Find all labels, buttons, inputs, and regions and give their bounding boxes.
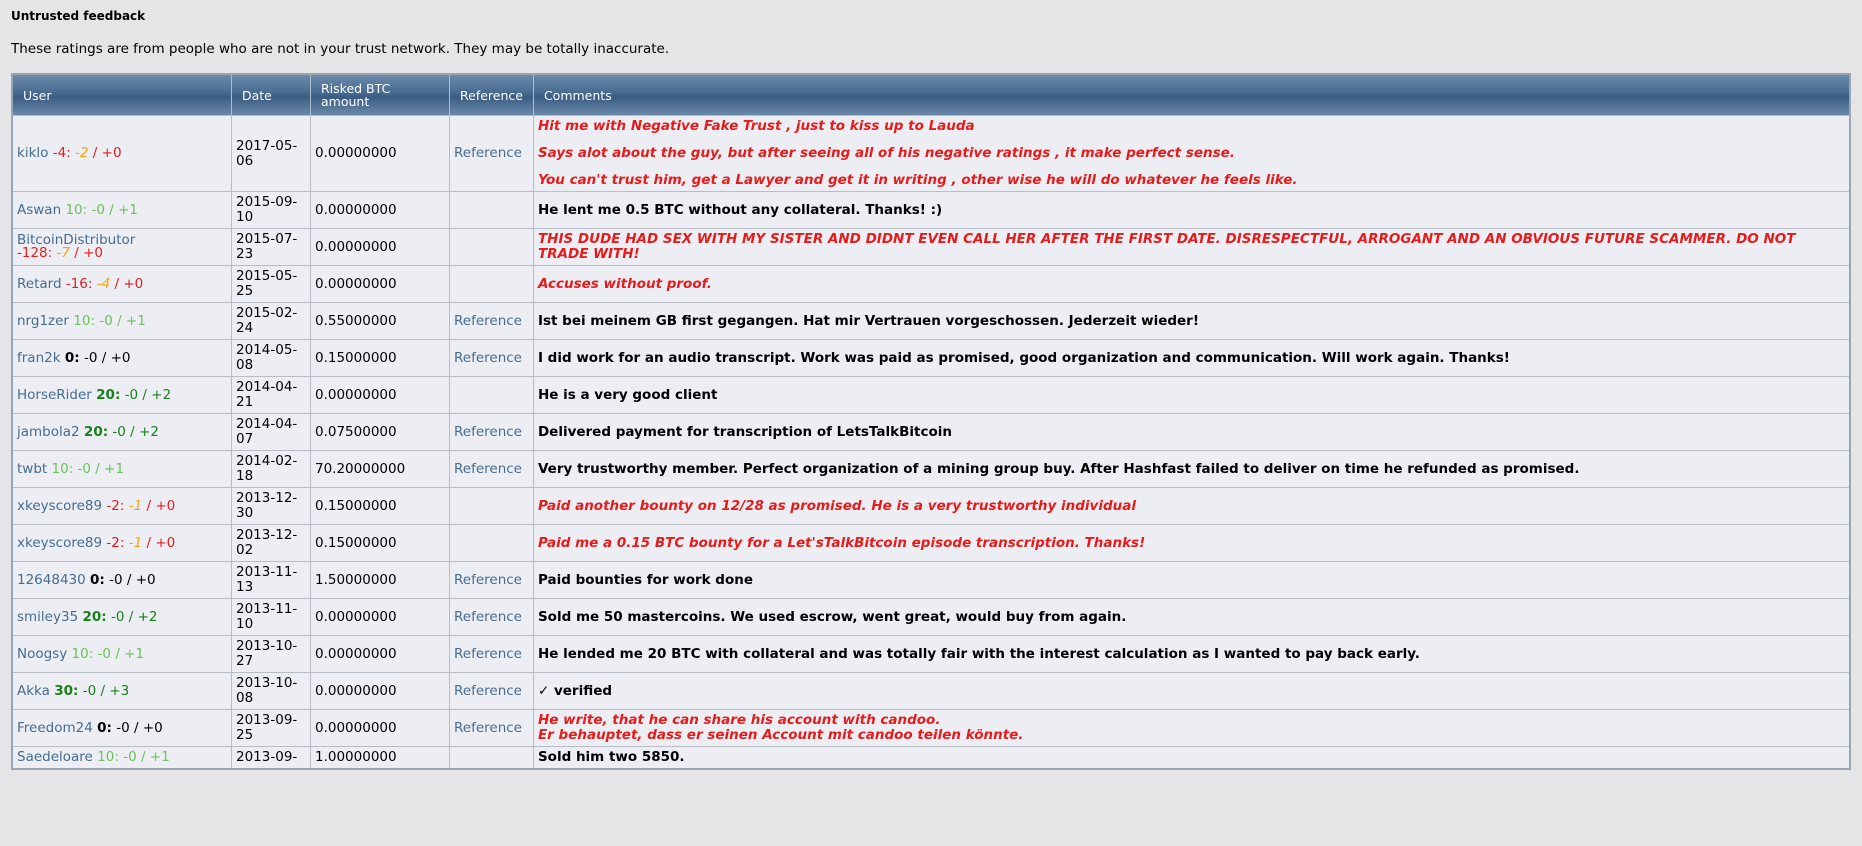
amount-cell: 1.50000000 [311,562,450,599]
score-separator: / [125,423,140,440]
col-header-comments: Comments [533,74,1850,116]
negative-count: -0 [83,349,98,366]
table-row [12,636,1850,673]
comment-cell [533,710,1850,747]
trust-colon: : [106,719,112,736]
comment-line: Very trustworthy member. Perfect organization of a mining group buy. After Hashfast failed to deliver on time he refunded as promised. [537,460,1580,477]
date-cell [232,266,311,303]
trust-colon: : [88,645,94,662]
amount-cell: 0.00000000 [311,710,450,747]
positive-count: +0 [110,349,131,366]
date-cell [232,414,311,451]
comment-cell [533,525,1850,562]
score-separator: / [69,245,84,261]
user-cell [12,192,232,229]
user-cell [12,451,232,488]
reference-link[interactable]: Reference [454,571,522,588]
table-row [12,525,1850,562]
positive-count: +0 [155,497,176,514]
user-link[interactable]: nrg1zer [17,312,69,329]
trust-score: -2 [106,497,120,514]
table-row [12,747,1850,770]
user-cell [12,710,232,747]
user-cell [12,747,232,770]
date-part-1: 2013-12- [236,527,298,543]
date-part-2: 06 [236,152,254,169]
trust-colon: : [119,534,125,551]
positive-count: +0 [135,571,156,588]
date-cell [232,192,311,229]
positive-count: +0 [142,719,163,736]
trust-score: 10 [73,312,91,329]
positive-count: +1 [104,460,125,477]
comment-cell [533,488,1850,525]
negative-count: -0 [99,312,113,329]
positive-count: +1 [124,645,145,662]
user-link[interactable]: smiley35 [17,608,79,625]
comment-cell [533,451,1850,488]
trust-score: -16 [65,275,88,292]
trust-colon: : [99,571,105,588]
user-cell [12,116,232,192]
user-link[interactable]: xkeyscore89 [17,534,103,551]
user-cell [12,673,232,710]
reference-cell [450,192,534,229]
trust-score: -128 [17,245,48,261]
date-part-1: 2015-07- [236,231,298,247]
feedback-rows [12,116,1850,770]
score-separator: / [91,460,105,477]
col-header-amount-line1: Risked BTC [321,81,391,96]
positive-count: +0 [83,245,104,261]
date-cell [232,710,311,747]
date-part-1: 2013-09- [236,712,298,728]
date-part-1: 2013-11- [236,601,298,617]
positive-count: +2 [137,608,158,625]
comment-line: Ist bei meinem GB first gegangen. Hat mir Vertrauen vorgeschossen. Jederzeit wieder! [537,312,1199,329]
date-cell [232,340,311,377]
comment-cell [533,116,1850,192]
date-part-1: 2014-02- [236,453,298,469]
trust-colon: : [114,749,119,765]
reference-link[interactable]: Reference [454,608,522,625]
positive-count: +3 [109,682,130,699]
negative-count: -0 [123,749,137,765]
trust-score: 20 [83,423,103,440]
comment-line: Says alot about the guy, but after seeing all of his negative ratings , it make perfect sense. [537,145,1235,161]
reference-cell [450,377,534,414]
user-link[interactable]: 12648430 [17,571,86,588]
col-header-amount [311,74,450,116]
comment-line: THIS DUDE HAD SEX WITH MY SISTER AND DIDNT EVEN CALL HER AFTER THE FIRST DATE. DISRESPECTFUL, ARROGANT AND AN OBVIOUS FUTURE SCAMMER. DO NOT TRADE WITH! [537,231,1796,262]
negative-count: -4 [96,275,111,292]
comment-line: Paid me a 0.15 BTC bounty for a Let'sTalkBitcoin episode transcription. Thanks! [537,534,1146,551]
negative-count: -1 [128,497,143,514]
score-separator: / [142,497,156,514]
table-row [12,599,1850,636]
reference-link[interactable]: Reference [454,645,522,662]
score-separator: / [88,145,102,161]
positive-count: +0 [123,275,144,292]
comment-line: Sold me 50 mastercoins. We used escrow, went great, would buy from again. [537,608,1127,625]
date-part-1: 2014-04- [236,379,298,395]
score-separator: / [97,349,111,366]
trust-colon: : [114,386,121,403]
date-cell [232,116,311,192]
table-row [12,451,1850,488]
table-row [12,673,1850,710]
user-link[interactable]: twbt [17,460,48,477]
trust-score: 10 [65,201,83,218]
reference-cell [450,747,534,770]
trust-colon: : [87,275,93,292]
trust-score: 10 [51,460,69,477]
trust-colon: : [74,349,80,366]
date-part-1: 2014-04- [236,416,298,432]
reference-link[interactable]: Reference [454,349,522,366]
comment-cell [533,636,1850,673]
user-cell [12,414,232,451]
date-part-1: 2013-09- [236,749,298,765]
trust-colon: : [73,682,79,699]
feedback-table [11,73,1851,770]
comment-line: He lent me 0.5 BTC without any collateral. Thanks! :) [537,201,943,218]
amount-cell: 0.00000000 [311,377,450,414]
positive-count: +2 [139,423,159,440]
trust-colon: : [102,423,109,440]
positive-count: +1 [149,749,170,765]
reference-link[interactable]: Reference [454,423,522,440]
date-part-1: 2013-12- [236,490,298,506]
amount-cell: 0.00000000 [311,673,450,710]
reference-cell [450,488,534,525]
trust-colon: : [47,245,53,261]
score-separator: / [110,275,124,292]
reference-cell [450,229,534,266]
table-header-row [12,74,1850,116]
user-cell [12,266,232,303]
comment-line: Accuses without proof. [537,275,712,292]
reference-cell [450,562,534,599]
section-description: These ratings are from people who are not in your trust network. They may be totally inaccurate. [11,41,670,57]
reference-cell [450,116,534,192]
user-cell [12,599,232,636]
trust-score: 20 [96,386,115,403]
amount-cell: 0.00000000 [311,229,450,266]
comment-cell [533,747,1850,770]
score-separator: / [96,682,110,699]
score-separator: / [112,312,126,329]
reference-cell [450,303,534,340]
reference-cell [450,710,534,747]
table-row [12,192,1850,229]
user-cell [12,636,232,673]
amount-cell: 0.00000000 [311,636,450,673]
comment-cell [533,192,1850,229]
date-cell [232,229,311,266]
user-link[interactable]: Saedeloare [17,749,93,765]
trust-score: 30 [54,682,73,699]
user-link[interactable]: Akka [17,682,50,699]
score-separator: / [138,386,152,403]
date-part-2: 13 [236,579,254,595]
comment-line: Paid bounties for work done [537,571,754,588]
date-cell [232,488,311,525]
date-part-2: 02 [236,542,254,558]
user-cell [12,340,232,377]
col-header-amount-line2: amount [321,94,370,109]
positive-count: +0 [155,534,176,551]
reference-cell [450,636,534,673]
positive-count: +1 [118,201,138,218]
amount-cell: 0.15000000 [311,488,450,525]
comment-cell [533,303,1850,340]
date-cell [232,303,311,340]
col-header-date: Date [232,74,311,116]
reference-link[interactable]: Reference [454,460,522,477]
score-separator: / [142,534,156,551]
negative-count: -0 [112,423,126,440]
positive-count: +2 [151,386,172,403]
date-cell [232,377,311,414]
reference-cell [450,340,534,377]
trust-colon: : [119,497,125,514]
table-row [12,488,1850,525]
comment-cell [533,266,1850,303]
trust-score: 20 [82,608,102,625]
comment-line: Delivered payment for transcription of LetsTalkBitcoin [537,423,953,440]
date-part-1: 2015-05- [236,268,298,284]
date-cell [232,451,311,488]
reference-link[interactable]: Reference [454,682,522,699]
date-part-1: 2014-05- [236,342,298,358]
comment-line: Sold him two 5850. [537,749,685,765]
amount-cell: 70.20000000 [311,451,450,488]
amount-cell: 0.55000000 [311,303,450,340]
score-separator: / [122,571,136,588]
comment-cell [533,673,1850,710]
negative-count: -0 [116,719,130,736]
negative-count: -0 [97,645,112,662]
col-header-reference: Reference [450,74,534,116]
trust-score: 0 [90,571,100,588]
user-link[interactable]: Noogsy [17,645,68,662]
negative-count: -0 [110,608,125,625]
table-row [12,266,1850,303]
user-cell [12,303,232,340]
comment-line: Hit me with Negative Fake Trust , just to kiss up to Lauda [537,118,975,134]
reference-cell [450,451,534,488]
comment-cell [533,562,1850,599]
negative-count: -0 [91,201,105,218]
score-separator: / [111,645,125,662]
user-cell [12,377,232,414]
amount-cell: 0.15000000 [311,340,450,377]
date-part-1: 2015-09- [236,194,298,210]
table-row [12,414,1850,451]
user-cell [12,525,232,562]
negative-count: -0 [109,571,123,588]
trust-score: 10 [97,749,115,765]
comment-line: ✓ verified [537,682,613,699]
reference-link[interactable]: Reference [454,719,522,736]
comment-cell [533,377,1850,414]
reference-link[interactable]: Reference [454,145,522,161]
date-part-1: 2013-11- [236,564,298,580]
amount-cell: 0.00000000 [311,599,450,636]
amount-cell: 0.00000000 [311,266,450,303]
date-part-2: 10 [236,209,254,225]
section-title: Untrusted feedback [11,9,146,23]
date-part-2: 07 [236,431,254,447]
reference-cell [450,599,534,636]
date-part-2: 21 [236,394,254,410]
date-cell [232,525,311,562]
trust-score: -4 [52,145,67,161]
user-link[interactable]: HorseRider [17,386,92,403]
user-link[interactable]: Retard [17,275,62,292]
date-part-2: 25 [236,283,254,299]
user-link[interactable]: fran2k [17,349,61,366]
comment-line: He is a very good client [537,386,718,403]
table-row [12,116,1850,192]
date-part-2: 30 [236,505,254,521]
date-part-1: 2015-02- [236,305,298,321]
comment-line: Paid another bounty on 12/28 as promised. He is a very trustworthy individual [537,497,1136,514]
date-part-2: 08 [236,357,254,373]
user-link[interactable]: kiklo [17,145,49,161]
trust-colon: : [68,460,74,477]
date-part-1: 2017-05- [236,137,298,154]
date-part-2: 08 [236,690,254,706]
comment-line: He lended me 20 BTC with collateral and was totally fair with the interest calculation as I wanted to pay back early. [537,645,1420,662]
table-row [12,562,1850,599]
comment-cell [533,340,1850,377]
user-link[interactable]: Aswan [17,201,62,218]
date-cell [232,673,311,710]
trust-score: -2 [106,534,120,551]
reference-cell [450,266,534,303]
score-separator: / [129,719,143,736]
amount-cell: 0.07500000 [311,414,450,451]
date-part-2: 25 [236,727,254,743]
trust-score: 0 [97,719,107,736]
amount-cell: 0.15000000 [311,525,450,562]
comment-line: He write, that he can share his account with candoo. [537,712,941,728]
trust-colon: : [66,145,71,161]
score-separator: / [124,608,138,625]
trust-colon: : [90,312,96,329]
user-link[interactable]: BitcoinDistributor [17,232,136,248]
negative-count: -7 [56,245,70,261]
amount-cell: 0.00000000 [311,116,450,192]
col-header-user: User [12,74,232,116]
table-row [12,340,1850,377]
user-link[interactable]: xkeyscore89 [17,497,103,514]
table-row [12,710,1850,747]
feedback-section [0,9,1862,770]
trust-colon: : [82,201,88,218]
trust-score: 0 [64,349,75,366]
negative-count: -1 [128,534,143,551]
comment-cell [533,229,1850,266]
negative-count: -0 [77,460,92,477]
user-link[interactable]: jambola2 [17,423,80,440]
positive-count: +0 [101,145,122,161]
reference-cell [450,525,534,562]
comment-line: Er behauptet, dass er seinen Account mit candoo teilen könnte. [537,727,1024,743]
score-separator: / [136,749,150,765]
date-part-1: 2013-10- [236,675,298,691]
table-row [12,303,1850,340]
comment-cell [533,414,1850,451]
date-cell [232,599,311,636]
user-cell [12,488,232,525]
table-row [12,229,1850,266]
positive-count: +1 [125,312,146,329]
date-part-2: 10 [236,616,254,632]
negative-count: -0 [124,386,139,403]
user-cell [12,229,232,266]
date-part-2: 24 [236,320,254,336]
amount-cell: 0.00000000 [311,192,450,229]
negative-count: -2 [75,145,89,161]
trust-colon: : [101,608,107,625]
reference-cell [450,414,534,451]
date-part-2: 18 [236,468,254,484]
date-part-2: 27 [236,653,254,669]
user-link[interactable]: Freedom24 [17,719,93,736]
trust-score: 10 [71,645,89,662]
table-row [12,377,1850,414]
comment-cell [533,599,1850,636]
reference-link[interactable]: Reference [454,312,522,329]
date-part-1: 2013-10- [236,638,298,654]
user-cell [12,562,232,599]
date-cell [232,636,311,673]
score-separator: / [104,201,119,218]
comment-line: You can't trust him, get a Lawyer and get it in writing , other wise he will do whatever he feels like. [537,172,1298,188]
reference-cell [450,673,534,710]
comment-line: I did work for an audio transcript. Work was paid as promised, good organization and communication. Will work again. Thanks! [537,349,1510,366]
amount-cell: 1.00000000 [311,747,450,770]
negative-count: -0 [82,682,97,699]
date-cell [232,747,311,770]
date-cell [232,562,311,599]
date-part-2: 23 [236,246,254,262]
